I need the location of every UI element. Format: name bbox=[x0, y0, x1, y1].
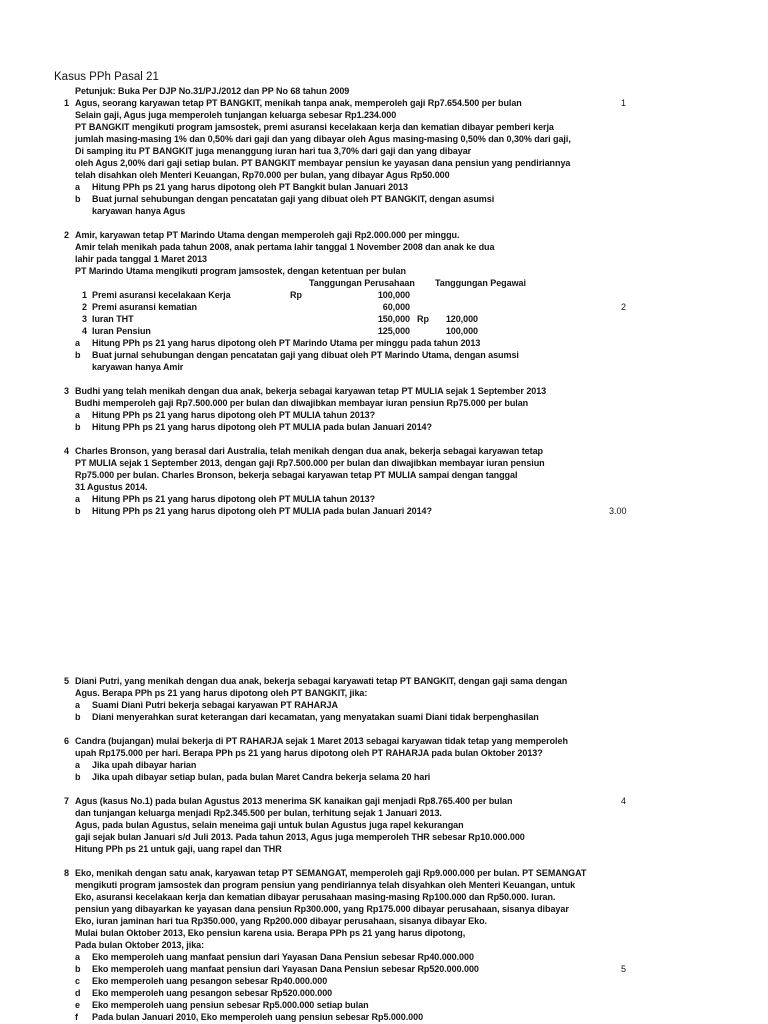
case-2-item-b-cont: karyawan hanya Amir bbox=[92, 362, 184, 372]
case-1-item-b-cont: karyawan hanya Agus bbox=[92, 206, 186, 216]
case-6-item-b: Jika upah dibayar setiap bulan, pada bulan Maret Candra bekerja selama 20 hari bbox=[92, 772, 431, 782]
case-4-line: 31 Agustus 2014. bbox=[75, 482, 148, 492]
item-letter: b bbox=[75, 712, 81, 722]
case-4-line: PT MULIA sejak 1 September 2013, dengan gaji Rp7.500.000 per bulan dan diwajibkan membayar iuran pensiun bbox=[75, 458, 545, 468]
page-number: 5 bbox=[621, 964, 627, 974]
table-row-company: 150,000 bbox=[377, 314, 410, 324]
case-1-line: Di samping itu PT BANGKIT juga menanggung iuran hari tua 3,70% dari gaji dan yang dibayar bbox=[75, 146, 472, 156]
item-letter: a bbox=[75, 760, 80, 770]
table-row-company: 100,000 bbox=[377, 290, 410, 300]
case-8-item: Eko memperoleh uang manfaat pensiun dari Yayasan Dana Pensiun sebesar Rp520.000.000 bbox=[92, 964, 479, 974]
item-letter: a bbox=[75, 338, 80, 348]
case-7-line: Agus (kasus No.1) pada bulan Agustus 2013 menerima SK kanaikan gaji menjadi Rp8.765.400 per bulan bbox=[75, 796, 513, 806]
case-1-line: Agus, seorang karyawan tetap PT BANGKIT, menikah tanpa anak, memperoleh gaji Rp7.654.500 per bulan bbox=[75, 98, 522, 108]
case-3-item-b: Hitung PPh ps 21 yang harus dipotong oleh PT MULIA pada bulan Januari 2014? bbox=[92, 422, 432, 432]
case-8-line: pensiun yang dibayarkan ke yayasan dana pensiun Rp300.000, yang Rp175.000 dibayar perusahaan, sisanya dibayar bbox=[75, 904, 569, 914]
table-currency: Rp bbox=[290, 290, 302, 300]
case-8-line: Eko, asuransi kecelakaan kerja dan kematian dibayar perusahaan masing-masing Rp100.000 dan Rp50.000. Iuran. bbox=[75, 892, 556, 902]
case-8-item: Eko memperoleh uang manfaat pensiun dari Yayasan Dana Pensiun sebesar Rp40.000.000 bbox=[92, 952, 474, 962]
item-letter: b bbox=[75, 422, 81, 432]
page-number: 2 bbox=[621, 302, 627, 312]
case-8-line: Eko, iuran jaminan hari tua Rp350.000, yang Rp200.000 dibayar perusahaan, sisanya dibayar Eko. bbox=[75, 916, 487, 926]
page-number: 1 bbox=[621, 98, 627, 108]
case-8-number: 8 bbox=[64, 868, 69, 878]
case-8-item: Pada bulan Januari 2010, Eko memperoleh uang pensiun sebesar Rp5.000.000 bbox=[92, 1012, 424, 1022]
case-5-item-a: Suami Diani Putri bekerja sebagai karyawan PT RAHARJA bbox=[92, 700, 338, 710]
item-letter: b bbox=[75, 350, 81, 360]
table-header-employee: Tanggungan Pegawai bbox=[435, 278, 526, 288]
item-letter: a bbox=[75, 700, 80, 710]
case-4-number: 4 bbox=[64, 446, 69, 456]
item-letter: b bbox=[75, 772, 81, 782]
table-row-label: Premi asuransi kematian bbox=[92, 302, 197, 312]
item-letter: c bbox=[75, 976, 80, 986]
case-8-line: mengikuti program jamsostek dan program pensiun yang pendiriannya telah disyahkan oleh Menteri Keuangan, untuk bbox=[75, 880, 576, 890]
item-letter: a bbox=[75, 494, 80, 504]
table-header-company: Tanggungan Perusahaan bbox=[309, 278, 415, 288]
item-letter: f bbox=[75, 1012, 78, 1022]
case-1-line: PT BANGKIT mengikuti program jamsostek, premi asuransi kecelakaan kerja dan kematian dibayar pemberi kerja bbox=[75, 122, 554, 132]
case-3-line: Budhi memperoleh gaji Rp7.500.000 per bulan dan diwajibkan membayar iuran pensiun Rp75.000 per bulan bbox=[75, 398, 529, 408]
case-8-item: Eko memperoleh uang pesangon sebesar Rp520.000.000 bbox=[92, 988, 333, 998]
item-letter: a bbox=[75, 952, 80, 962]
case-5-number: 5 bbox=[64, 676, 69, 686]
case-2-number: 2 bbox=[64, 230, 69, 240]
table-row-number: 2 bbox=[82, 302, 87, 312]
case-1-line: jumlah masing-masing 1% dan 0,50% dari gaji dan yang dibayar oleh Agus masing-masing 0,50% dan 0,30% dari gaji, bbox=[75, 134, 571, 144]
case-6-item-a: Jika upah dibayar harian bbox=[92, 760, 197, 770]
case-4-line: Charles Bronson, yang berasal dari Australia, telah menikah dengan dua anak, bekerja sebagai karyawan tetap bbox=[75, 446, 543, 456]
case-8-line: Mulai bulan Oktober 2013, Eko pensiun karena usia. Berapa PPh ps 21 yang harus dipotong, bbox=[75, 928, 466, 938]
instruction-text: Petunjuk: Buka Per DJP No.31/PJ./2012 dan PP No 68 tahun 2009 bbox=[75, 86, 350, 96]
case-8-item: Eko memperoleh uang pensiun sebesar Rp5.000.000 setiap bulan bbox=[92, 1000, 369, 1010]
table-row-company: 60,000 bbox=[382, 302, 410, 312]
case-2-item-b: Buat jurnal sehubungan dengan pencatatan gaji yang dibuat oleh PT Marindo Utama, dengan asumsi bbox=[92, 350, 519, 360]
item-letter: b bbox=[75, 964, 81, 974]
case-8-item: Eko memperoleh uang pesangon sebesar Rp40.000.000 bbox=[92, 976, 328, 986]
case-6-number: 6 bbox=[64, 736, 69, 746]
table-row-employee: 120,000 bbox=[445, 314, 478, 324]
item-letter: a bbox=[75, 182, 80, 192]
table-currency: Rp bbox=[417, 314, 429, 324]
case-3-line: Budhi yang telah menikah dengan dua anak, bekerja sebagai karyawan tetap PT MULIA sejak 1 September 2013 bbox=[75, 386, 547, 396]
item-letter: a bbox=[75, 410, 80, 420]
case-7-line: gaji sejak bulan Januari s/d Juli 2013. Pada tahun 2013, Agus juga memperoleh THR sebesar Rp10.000.000 bbox=[75, 832, 525, 842]
case-2-line: lahir pada tanggal 1 Maret 2013 bbox=[75, 254, 208, 264]
case-1-item-a: Hitung PPh ps 21 yang harus dipotong oleh PT Bangkit bulan Januari 2013 bbox=[92, 182, 408, 192]
table-row-label: Iuran Pensiun bbox=[92, 326, 151, 336]
case-7-line: Agus, pada bulan Agustus, selain meneima gaji untuk bulan Agustus juga rapel kekurangan bbox=[75, 820, 464, 830]
case-2-line: PT Marindo Utama mengikuti program jamsostek, dengan ketentuan per bulan bbox=[75, 266, 406, 276]
case-6-line: upah Rp175.000 per hari. Berapa PPh ps 21 yang harus dipotong oleh PT RAHARJA pada bulan Oktober 2013? bbox=[75, 748, 543, 758]
case-4-line: Rp75.000 per bulan. Charles Bronson, bekerja sebagai karyawan tetap PT MULIA sampai dengan tanggal bbox=[75, 470, 518, 480]
case-3-item-a: Hitung PPh ps 21 yang harus dipotong oleh PT MULIA tahun 2013? bbox=[92, 410, 376, 420]
case-7-line: dan tunjangan keluarga menjadi Rp2.345.500 per bulan, terhitung sejak 1 Januari 2013. bbox=[75, 808, 442, 818]
case-8-line: Eko, menikah dengan satu anak, karyawan tetap PT SEMANGAT, memperoleh gaji Rp9.000.000 per bulan. PT SEMANGAT bbox=[75, 868, 587, 878]
case-2-item-a: Hitung PPh ps 21 yang harus dipotong oleh PT Marindo Utama per minggu pada tahun 2013 bbox=[92, 338, 481, 348]
case-2-line: Amir, karyawan tetap PT Marindo Utama dengan memperoleh gaji Rp2.000.000 per minggu. bbox=[75, 230, 460, 240]
case-5-item-b: Diani menyerahkan surat keterangan dari kecamatan, yang menyatakan suami Diani tidak berpenghasilan bbox=[92, 712, 539, 722]
table-row-company: 125,000 bbox=[377, 326, 410, 336]
case-7-number: 7 bbox=[64, 796, 69, 806]
page-number: 3.00 bbox=[609, 506, 627, 516]
item-letter: b bbox=[75, 506, 81, 516]
case-1-line: oleh Agus 2,00% dari gaji setiap bulan. PT BANGKIT membayar pensiun ke yayasan dana pensiun yang pendiriannya bbox=[75, 158, 571, 168]
table-row-number: 3 bbox=[82, 314, 87, 324]
item-letter: e bbox=[75, 1000, 80, 1010]
case-7-line: Hitung PPh ps 21 untuk gaji, uang rapel dan THR bbox=[75, 844, 282, 854]
case-1-item-b: Buat jurnal sehubungan dengan pencatatan gaji yang dibuat oleh PT BANGKIT, dengan asumsi bbox=[92, 194, 495, 204]
table-row-number: 1 bbox=[82, 290, 87, 300]
item-letter: d bbox=[75, 988, 81, 998]
table-row-label: Premi asuransi kecelakaan Kerja bbox=[92, 290, 231, 300]
case-5-line: Agus. Berapa PPh ps 21 yang harus dipotong oleh PT BANGKIT, jika: bbox=[75, 688, 368, 698]
table-row-label: Iuran THT bbox=[92, 314, 134, 324]
case-2-line: Amir telah menikah pada tahun 2008, anak pertama lahir tanggal 1 November 2008 dan anak ke dua bbox=[75, 242, 495, 252]
case-1-line: Selain gaji, Agus juga memperoleh tunjangan keluarga sebesar Rp1.234.000 bbox=[75, 110, 397, 120]
case-5-line: Diani Putri, yang menikah dengan dua anak, bekerja sebagai karyawati tetap PT BANGKIT, dengan gaji sama dengan bbox=[75, 676, 568, 686]
table-row-employee: 100,000 bbox=[445, 326, 478, 336]
case-6-line: Candra (bujangan) mulai bekerja di PT RAHARJA sejak 1 Maret 2013 sebagai karyawan tidak tetap yang memperoleh bbox=[75, 736, 568, 746]
case-1-line: telah disahkan oleh Menteri Keuangan, Rp70.000 per bulan, yang dibayar Agus Rp50.000 bbox=[75, 170, 450, 180]
table-row-number: 4 bbox=[82, 326, 87, 336]
document-title: Kasus PPh Pasal 21 bbox=[54, 71, 159, 83]
case-4-item-b: Hitung PPh ps 21 yang harus dipotong oleh PT MULIA pada bulan Januari 2014? bbox=[92, 506, 432, 516]
case-4-item-a: Hitung PPh ps 21 yang harus dipotong oleh PT MULIA tahun 2013? bbox=[92, 494, 376, 504]
case-8-line: Pada bulan Oktober 2013, jika: bbox=[75, 940, 205, 950]
case-1-number: 1 bbox=[64, 98, 69, 108]
item-letter: b bbox=[75, 194, 81, 204]
case-3-number: 3 bbox=[64, 386, 69, 396]
page-number: 4 bbox=[621, 796, 627, 806]
